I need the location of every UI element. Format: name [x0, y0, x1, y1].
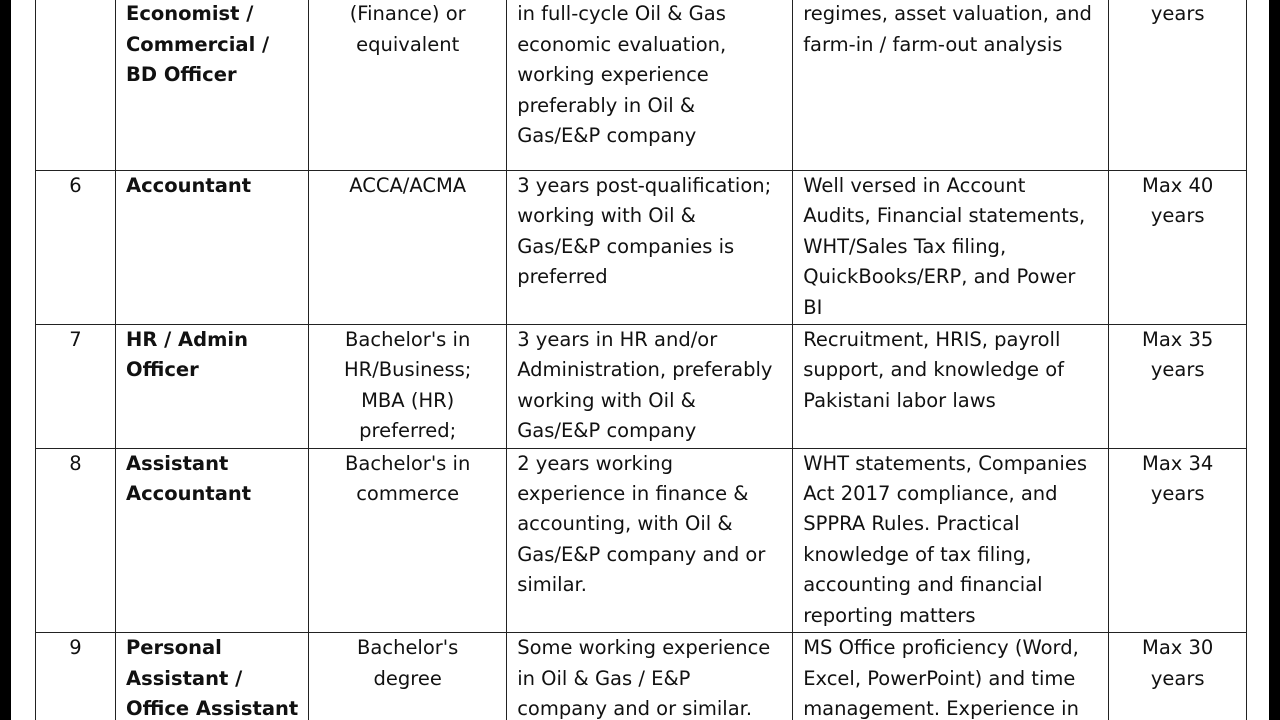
table-row: [36, 633, 1247, 720]
experience-cell: in full-cycle Oil & Gas economic evaluation, working experience preferably in Oil & Gas/E&P company: [507, 0, 793, 171]
table-row: [36, 325, 1247, 449]
position-title-cell: Assistant Accountant: [116, 448, 309, 632]
experience-cell: Some working experience in Oil & Gas / E&P company and or similar.: [507, 633, 793, 720]
document-page: [11, 0, 1269, 720]
skills-cell: WHT statements, Companies Act 2017 compliance, and SPPRA Rules. Practical knowledge of tax filing, accounting and financial reporting matters: [793, 448, 1109, 632]
position-title-cell: Personal Assistant / Office Assistant: [116, 633, 309, 720]
serial-number-cell: 8: [36, 448, 116, 632]
experience-cell: 3 years post-qualification; working with Oil & Gas/E&P companies is preferred: [507, 171, 793, 325]
age-limit-cell: Max 34 years: [1109, 448, 1247, 632]
table-body: [36, 0, 1247, 720]
age-limit-cell: Max 40 years: [1109, 171, 1247, 325]
position-title-cell: Economist / Commercial / BD Officer: [116, 0, 309, 171]
qualification-cell: (Finance) or equivalent: [309, 0, 507, 171]
table-row: [36, 171, 1247, 325]
qualification-cell: Bachelor's in HR/Business; MBA (HR) preferred;: [309, 325, 507, 449]
job-requirements-table: [35, 0, 1247, 720]
serial-number-cell: 6: [36, 171, 116, 325]
qualification-cell: ACCA/ACMA: [309, 171, 507, 325]
experience-cell: 3 years in HR and/or Administration, preferably working with Oil & Gas/E&P company: [507, 325, 793, 449]
qualification-cell: Bachelor's degree: [309, 633, 507, 720]
qualification-cell: Bachelor's in commerce: [309, 448, 507, 632]
serial-number-cell: [36, 0, 116, 171]
age-limit-cell: Max 35 years: [1109, 325, 1247, 449]
position-title-cell: HR / Admin Officer: [116, 325, 309, 449]
serial-number-cell: 7: [36, 325, 116, 449]
age-limit-cell: Max 30 years: [1109, 633, 1247, 720]
skills-cell: regimes, asset valuation, and farm-in / farm-out analysis: [793, 0, 1109, 171]
table-row: [36, 448, 1247, 632]
serial-number-cell: 9: [36, 633, 116, 720]
table-row: [36, 0, 1247, 171]
experience-cell: 2 years working experience in finance & accounting, with Oil & Gas/E&P company and or similar.: [507, 448, 793, 632]
skills-cell: Recruitment, HRIS, payroll support, and knowledge of Pakistani labor laws: [793, 325, 1109, 449]
skills-cell: MS Office proficiency (Word, Excel, PowerPoint) and time management. Experience in: [793, 633, 1109, 720]
position-title-cell: Accountant: [116, 171, 309, 325]
skills-cell: Well versed in Account Audits, Financial statements, WHT/Sales Tax filing, QuickBooks/ERP, and Power BI: [793, 171, 1109, 325]
age-limit-cell: years: [1109, 0, 1247, 171]
